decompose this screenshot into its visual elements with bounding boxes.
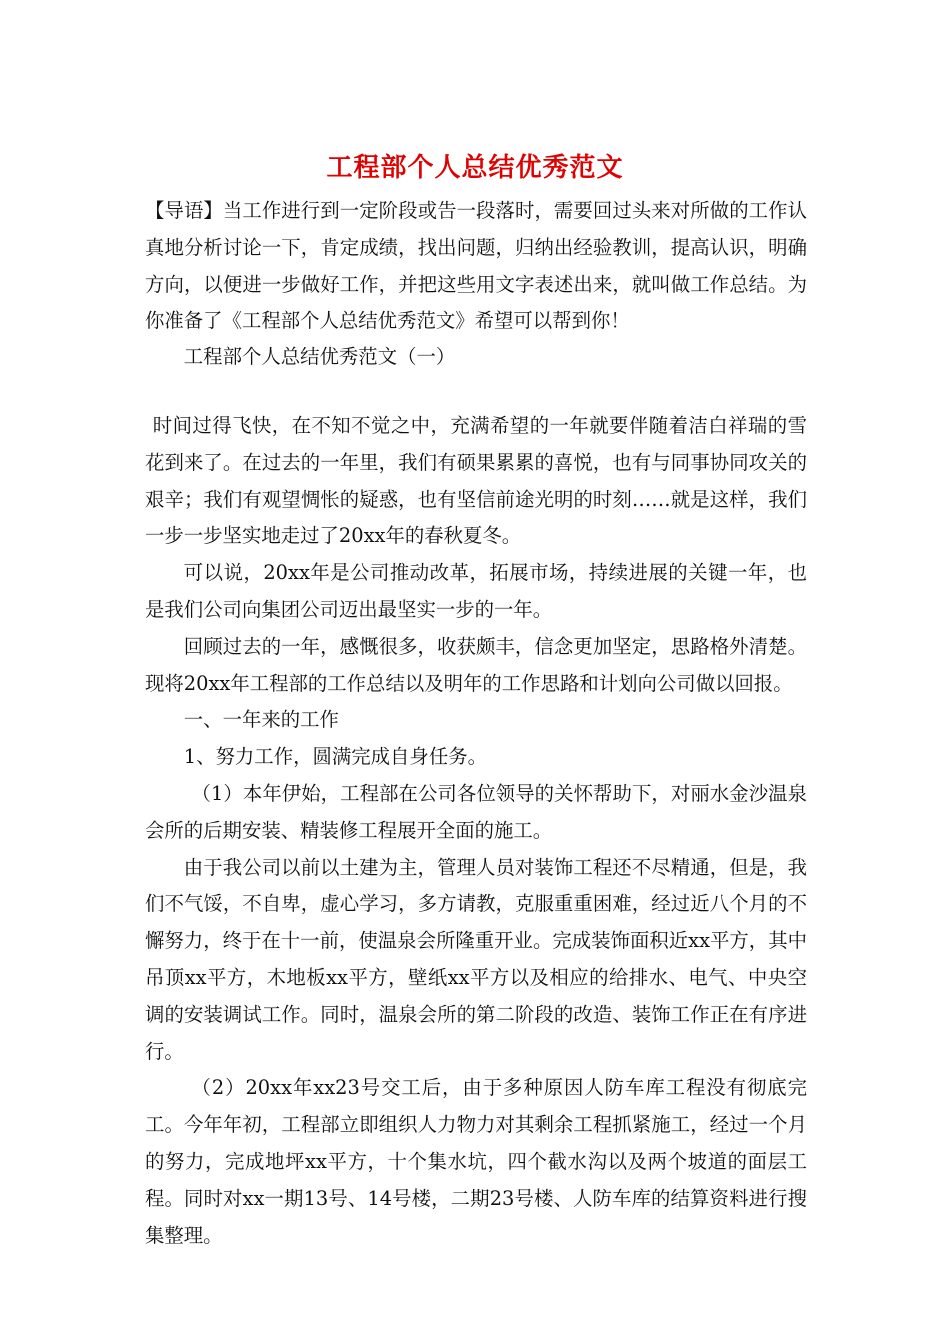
main-content xyxy=(145,408,807,1254)
paragraph-key-year: 可以说，20xx年是公司推动改革，拓展市场，持续进展的关键一年，也是我们公司向集团公司迈出最坚实一步的一年。 xyxy=(145,561,807,621)
heading-task-1: 1、努力工作，圆满完成自身任务。 xyxy=(183,745,487,769)
document-title: 工程部个人总结优秀范文 xyxy=(326,153,624,183)
subtitle-block xyxy=(145,339,807,376)
intro-paragraph: 【导语】当工作进行到一定阶段或告一段落时，需要回过头来对所做的工作认真地分析讨论一下，肯定成绩，找出问题，归纳出经验教训，提高认识，明确方向，以便进一步做好工作，并把这些用文字表述出来，就叫做工作总结。为你准备了《工程部个人总结优秀范文》希望可以帮到你！ xyxy=(145,199,807,333)
paragraph-item-1: （1）本年伊始，工程部在公司各位领导的关怀帮助下，对丽水金沙温泉会所的后期安装、精装修工程展开全面的施工。 xyxy=(145,781,807,842)
paragraph-decoration: 由于我公司以前以土建为主，管理人员对装饰工程还不尽精通，但是，我们不气馁，不自卑，虚心学习，多方请教，克服重重困难，经过近八个月的不懈努力，终于在十一前，使温泉会所隆重开业。完成装饰面积近xx平方，其中吊顶xx平方，木地板xx平方，壁纸xx平方以及相应的给排水、电气、中央空调的安装调试工作。同时，温泉会所的第二阶段的改造、装饰工作正在有序进行。 xyxy=(145,855,807,1063)
section-subtitle: 工程部个人总结优秀范文（一） xyxy=(183,345,456,368)
paragraph-opening: 时间过得飞快，在不知不觉之中，充满希望的一年就要伴随着洁白祥瑞的雪花到来了。在过去的一年里，我们有硕果累累的喜悦，也有与同事协同攻关的艰辛；我们有观望惆怅的疑惑，也有坚信前途光明的时刻……就是这样，我们一步一步坚实地走过了20xx年的春秋夏冬。 xyxy=(145,414,807,548)
intro-block xyxy=(145,193,807,340)
paragraph-review: 回顾过去的一年，感慨很多，收获颇丰，信念更加坚定，思路格外清楚。现将20xx年工程部的工作总结以及明年的工作思路和计划向公司做以回报。 xyxy=(145,634,807,695)
heading-year-work: 一、一年来的工作 xyxy=(183,708,339,732)
paragraph-item-2: （2）20xx年xx23号交工后，由于多种原因人防车库工程没有彻底完工。今年年初，工程部立即组织人力物力对其剩余工程抓紧施工，经过一个月的努力，完成地坪xx平方，十个集水坑，四个截水沟以及两个坡道的面层工程。同时对xx一期13号、14号楼，二期23号楼、人防车库的结算资料进行搜集整理。 xyxy=(145,1076,807,1247)
